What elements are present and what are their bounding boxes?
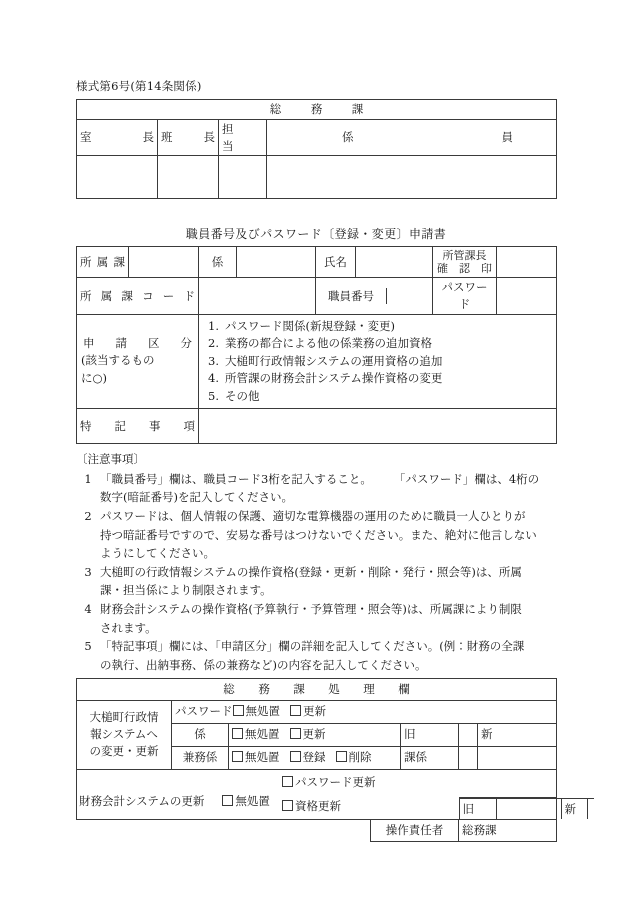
note-item-5-line1: 「特記事項」欄には、「申請区分」欄の詳細を記入してください。(例：財務の全課 [100,639,525,654]
category-option-3-num: 3. [208,353,219,368]
category-options-cell[interactable] [199,314,557,408]
section-no-action-option[interactable] [232,726,280,742]
routing-value-shitsucho[interactable] [77,156,158,199]
dept-input[interactable] [129,247,199,278]
finance-new-input[interactable] [587,798,594,819]
concurrent-register-label: 登録 [302,750,326,765]
processing-row-password [77,700,557,723]
processing-row-operator [77,819,557,842]
note-item-5-num: 5 [84,639,92,654]
staff-no-cell [316,278,433,314]
concurrent-delete-checkbox[interactable] [336,751,347,762]
section-no-action-checkbox[interactable] [232,728,243,739]
routing-value-kakariin[interactable] [267,156,557,199]
form-row-remarks [77,409,557,444]
category-option-1-text: パスワード関係(新規登録・変更) [225,318,395,333]
note-item-1-line2: 数字(暗証番号)を記入してください。 [100,490,293,505]
concurrent-no-action-label: 無処置 [245,750,280,765]
section-new-label: 新 [478,723,557,746]
note-item-1 [76,470,556,507]
finance-no-action-checkbox[interactable] [222,795,233,806]
routing-col-kakariin [267,120,557,156]
finance-qualification-update-option[interactable] [282,798,341,814]
system-change-label-line1: 大槌町行政情 [89,709,159,724]
note-item-2-num: 2 [84,508,92,523]
staff-no-input[interactable] [386,288,429,305]
note-item-4-line2: されます。 [100,620,157,635]
note-item-2-line3: ようにしてください。 [100,546,215,561]
approval-seal-label [433,247,497,278]
finance-top-spacer [459,769,557,797]
finance-label: 財務会計システムの更新 [79,794,205,809]
note-item-5-body [100,637,556,674]
note-item-1-line1a: 「職員番号」欄は、職員コード3桁を記入すること。 [100,471,372,486]
dept-label: 所 属 課 [77,247,129,278]
routing-entry-row[interactable] [77,156,557,199]
system-change-label [77,700,172,769]
note-item-3-num: 3 [84,564,92,579]
finance-no-action-option[interactable] [222,793,270,809]
concurrent-delete-label: 削除 [348,750,372,765]
finance-password-update-label: パスワード更新 [295,775,376,790]
operator-row-spacer [77,819,371,842]
finance-label-group [79,793,270,809]
finance-new-label: 新 [561,798,587,819]
finance-qualification-update-checkbox[interactable] [282,800,293,811]
category-option-4[interactable] [207,370,552,387]
processing-row-finance [77,769,557,797]
staff-no-label: 職員番号 [328,288,374,303]
note-item-2-line2: 持つ暗証番号ですので、安易な番号はつけないでください。また、絶対に他言しない [100,527,537,542]
concurrent-no-action-option[interactable] [232,749,280,765]
password-input[interactable] [497,278,557,314]
note-item-2 [76,507,556,563]
finance-qualification-update-label: 資格更新 [295,799,341,814]
category-option-5[interactable] [207,388,552,405]
section-update-option[interactable] [290,726,326,742]
dept-code-label: 所 属 課 コ ー ド [77,278,199,314]
password-process-cell[interactable] [172,700,557,723]
notes-title: 〔注意事項〕 [76,452,145,467]
routing-col-tanto: 担 当 [219,120,267,156]
processing-header-label: 総 務 課 処 理 欄 [223,681,416,696]
approval-seal-label-line1: 所管課長 [442,248,487,262]
category-option-2[interactable] [207,335,552,352]
note-item-3-line2: 課・担当係により制限されます。 [100,583,272,598]
concurrent-register-checkbox[interactable] [290,751,301,762]
note-item-1-body [100,470,556,507]
system-change-label-line3: の変更・更新 [89,744,159,759]
note-item-2-body [100,507,556,563]
finance-oldnew-cell [459,797,576,819]
password-update-option[interactable] [290,703,326,719]
category-option-3[interactable] [207,353,552,370]
application-form-table [76,246,557,444]
category-option-2-text: 業務の都合による他の係業務の追加資格 [225,336,432,351]
concurrent-value1-input[interactable] [459,746,478,769]
finance-old-label: 旧 [459,798,496,819]
note-item-3-body [100,563,556,600]
category-option-5-num: 5. [208,388,219,403]
note-item-4-num: 4 [84,602,92,617]
notes-section [76,450,556,675]
routing-value-hancho[interactable] [158,156,219,199]
password-process-label: パスワード [175,704,233,719]
note-item-1-line1b: 「パスワード」欄は、4桁の [393,471,540,486]
password-update-label: 更新 [303,704,326,719]
routing-col-kakari-label: 係 [342,130,354,145]
note-item-3-line1: 大槌町の行政情報システムの操作資格(登録・更新・削除・発行・照会等)は、所属 [100,564,522,579]
routing-col-in-label: 員 [501,130,513,145]
name-label: 氏名 [316,247,356,278]
category-option-4-num: 4. [208,371,219,386]
document-page [76,78,576,842]
name-input[interactable] [356,247,433,278]
operator-value: 総務課 [459,819,557,842]
routing-header-label: 総 務 課 [269,102,373,117]
category-option-4-text: 所管課の財務会計システム操作資格の変更 [225,371,443,386]
finance-password-update-option[interactable] [282,774,376,790]
category-option-list [203,317,552,406]
category-label-line2: (該当するもの [81,353,155,368]
page-title: 職員番号及びパスワード〔登録・変更〕申請書 [185,227,447,242]
concurrent-no-action-checkbox[interactable] [232,751,243,762]
routing-col-shitsucho: 室 長 [77,120,158,156]
section-update-checkbox[interactable] [290,728,301,739]
password-no-action-option[interactable] [233,703,281,719]
processing-header-row [77,678,557,700]
note-item-5-line2: の執行、出納事務、係の兼務など)の内容を記入してください。 [100,657,427,672]
dept-code-input[interactable] [199,278,316,314]
section-update-label: 更新 [302,727,326,742]
operator-label: 操作責任者 [371,819,459,842]
note-item-5 [76,637,556,674]
form-number: 様式第6号(第14条関係) [76,79,202,93]
note-item-1-num: 1 [84,471,92,486]
category-label [77,314,199,408]
category-option-5-text: その他 [225,388,260,403]
routing-header-row [77,100,557,120]
routing-value-tanto[interactable] [219,156,267,199]
section-spacer [76,199,556,225]
concurrent-value2-input[interactable] [478,746,557,769]
concurrent-dept-section-label: 課係 [401,746,459,769]
concurrent-delete-option[interactable] [336,749,372,765]
category-option-2-num: 2. [208,336,219,351]
password-update-checkbox[interactable] [290,705,301,716]
approval-seal-label-line2: 確 認 印 [437,262,492,276]
approval-seal-input[interactable] [497,247,557,278]
note-item-4 [76,600,556,637]
system-change-label-line2: 報システムへ [90,726,158,741]
category-label-line3: に○) [81,371,108,386]
note-item-4-line1: 財務会計システムの操作資格(予算執行・予算管理・照会等)は、所属課により制限 [100,602,522,617]
category-option-1[interactable] [207,318,552,335]
finance-no-action-label: 無処置 [235,794,270,809]
remarks-label: 特 記 事 項 [77,409,199,444]
routing-table [76,99,557,199]
processing-table [76,678,576,843]
finance-old-input[interactable] [496,798,561,819]
finance-block-cell[interactable] [77,769,459,819]
concurrent-register-option[interactable] [290,749,326,765]
form-row-codes [77,278,557,314]
password-no-action-checkbox[interactable] [233,705,244,716]
category-option-3-text: 大槌町行政情報システムの運用資格の追加 [225,353,443,368]
note-item-4-body [100,600,556,637]
password-label: パスワード [433,278,497,314]
category-option-1-num: 1. [208,318,219,333]
section-no-action-label: 無処置 [245,727,280,742]
finance-password-update-checkbox[interactable] [282,776,293,787]
section-process-label: 係 [172,723,229,746]
concurrent-process-options[interactable] [229,746,401,769]
routing-column-header-row [77,120,557,156]
section-label: 係 [199,247,237,278]
note-item-2-line1: パスワードは、個人情報の保護、適切な電算機器の運用のために職員一人ひとりが [100,508,526,523]
routing-col-hancho: 班 長 [158,120,219,156]
section-input[interactable] [237,247,316,278]
concurrent-process-label: 兼務係 [172,746,229,769]
form-row-category [77,314,557,408]
note-item-3 [76,563,556,600]
remarks-input[interactable] [199,409,557,444]
category-label-line1: 申 請 区 分 [83,335,192,350]
section-old-label: 旧 [401,723,459,746]
form-row-dept-name [77,247,557,278]
password-no-action-label: 無処置 [245,704,280,719]
section-old-input[interactable] [459,723,478,746]
section-process-options[interactable] [229,723,401,746]
